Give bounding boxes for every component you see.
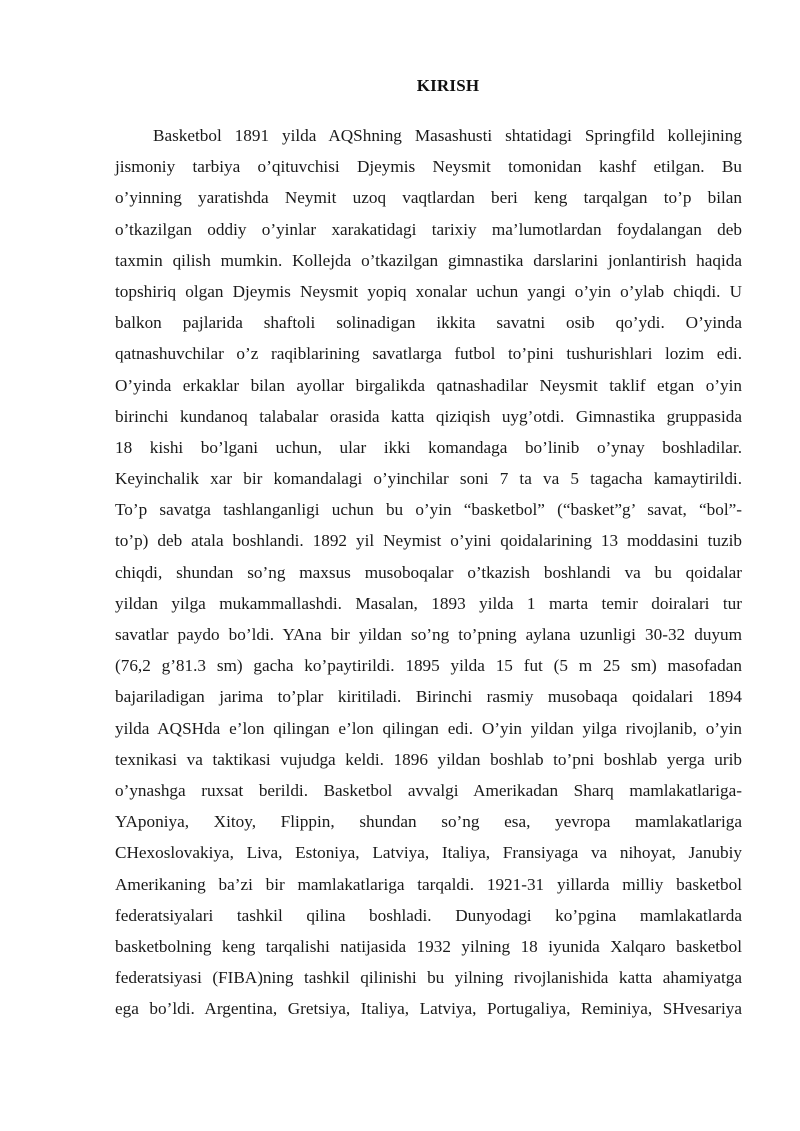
text-line: yilda AQSHda e’lon qilingan e’lon qilingan edi. O’yin yildan yilga rivojlanib, o’yin	[115, 718, 742, 738]
text-line: federatsiyalari tashkil qilina boshladi. Dunyodagi ko’pgina mamlakatlarda	[115, 905, 742, 925]
text-line: o’tkazilgan oddiy o’yinlar xarakatidagi tarixiy ma’lumotlardan foydalangan deb	[115, 219, 742, 239]
text-line: Amerikaning ba’zi bir mamlakatlariga tarqaldi. 1921-31 yillarda milliy basketbol	[115, 874, 742, 894]
page-title: KIRISH	[416, 76, 480, 95]
text-line: savatlar paydo bo’ldi. YAna bir yildan so’ng to’pning aylana uzunligi 30-32 duyum	[115, 625, 742, 644]
text-line: bajariladigan jarima to’plar kiritiladi. Birinchi rasmiy musobaqa qoidalari 1894	[115, 687, 742, 707]
text-line: YAponiya, Xitoy, Flippin, shundan so’ng esa, yevropa mamlakatlariga	[115, 812, 742, 832]
text-line: balkon pajlarida shaftoli solinadigan ikkita savatni osib qo’ydi. O’yinda	[115, 313, 742, 333]
text-line: o’yinning yaratishda Neymit uzoq vaqtlardan beri keng tarqalgan to’p bilan	[115, 188, 742, 208]
text-line: To’p savatga tashlanganligi uchun bu o’yin “basketbol” (“basket”g’ savat, “bol”-	[115, 500, 742, 520]
text-line: topshiriq olgan Djeymis Neysmit yopiq xonalar uchun yangi o’yin o’ylab chiqdi. U	[115, 281, 742, 301]
text-line: yildan yilga mukammallashdi. Masalan, 1893 yilda 1 marta temir doiralari tur	[115, 593, 742, 613]
text-line: basketbolning keng tarqalishi natijasida 1932 yilning 18 iyunida Xalqaro basketbol	[115, 936, 742, 956]
text-line: Basketbol 1891 yilda AQShning Masashusti shtatidagi Springfild kollejining	[153, 126, 742, 145]
text-line: O’yinda erkaklar bilan ayollar birgalikda qatnashadilar Neysmit taklif etgan o’yin	[115, 375, 742, 395]
text-line: jismoniy tarbiya o’qituvchisi Djeymis Neysmit tomonidan kashf etilgan. Bu	[115, 157, 742, 177]
text-line: ega bo’ldi. Argentina, Gretsiya, Italiya, Latviya, Portugaliya, Reminiya, SHvesariya	[115, 999, 742, 1019]
text-line: qatnashuvchilar o’z raqiblarining savatlarga futbol to’pini tushurishlari lozim edi.	[115, 344, 742, 364]
text-line: to’p) deb atala boshlandi. 1892 yil Neymist o’yini qoidalarining 13 moddasini tuzib	[115, 531, 742, 551]
text-line: birinchi kundanoq talabalar orasida katta qiziqish uyg’otdi. Gimnastika gruppasida	[115, 406, 742, 426]
text-line: texnikasi va taktikasi vujudga keldi. 1896 yildan boshlab to’pni boshlab yerga urib	[115, 749, 742, 769]
text-line: chiqdi, shundan so’ng maxsus musoboqalar o’tkazish boshlandi va bu qoidalar	[115, 562, 742, 582]
text-line: taxmin qilish mumkin. Kollejda o’tkazilgan gimnastika darslarini jonlantirish haqida	[115, 250, 742, 270]
text-line: CHexoslovakiya, Liva, Estoniya, Latviya, Italiya, Fransiyaga va nihoyat, Janubiy	[115, 843, 742, 863]
text-line: Keyinchalik xar bir komandalagi o’yinchilar soni 7 ta va 5 tagacha kamaytirildi.	[115, 469, 742, 489]
text-line: (76,2 g’81.3 sm) gacha ko’paytirildi. 1895 yilda 15 fut (5 m 25 sm) masofadan	[115, 656, 742, 676]
text-line: federatsiyasi (FIBA)ning tashkil qilinishi bu yilning rivojlanishida katta ahamiyatga	[115, 968, 742, 988]
body-paragraph	[115, 120, 742, 1024]
text-line: o’ynashga ruxsat berildi. Basketbol avvalgi Amerikadan Sharq mamlakatlariga-	[115, 780, 742, 800]
text-line: 18 kishi bo’lgani uchun, ular ikki komandaga bo’linib o’ynay boshladilar.	[115, 437, 742, 457]
